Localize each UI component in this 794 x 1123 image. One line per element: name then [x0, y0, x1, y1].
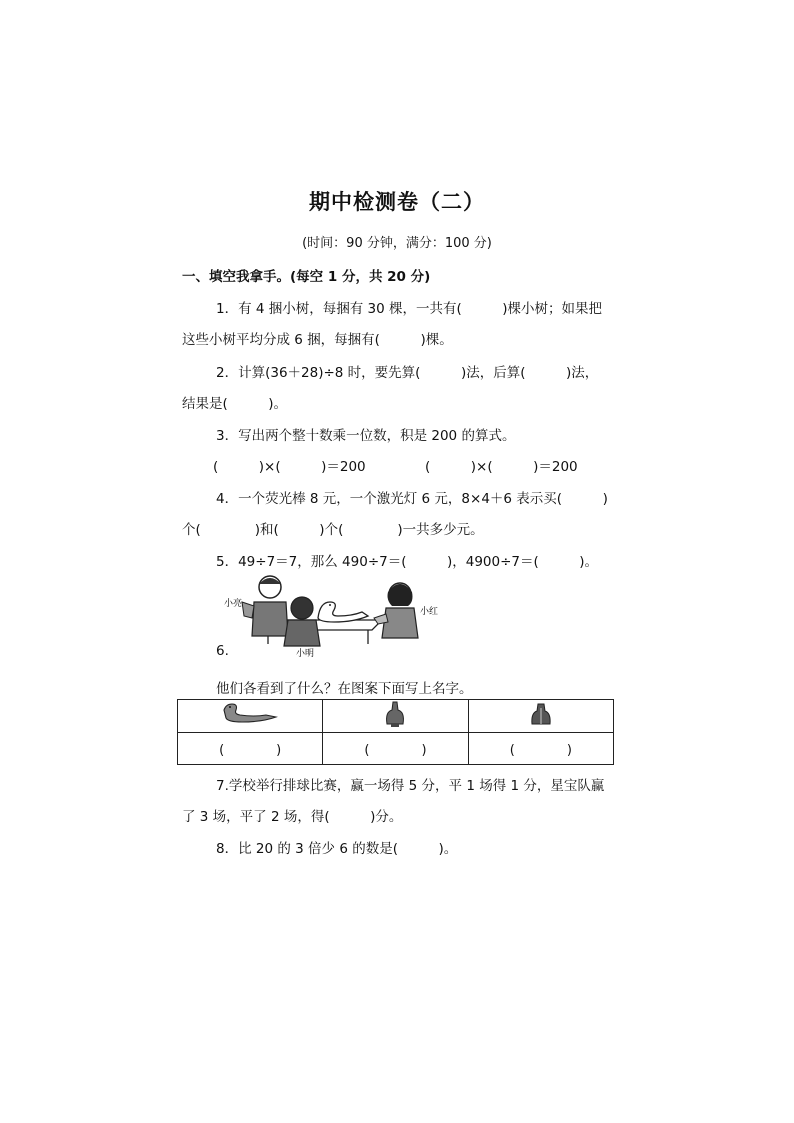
q6-question: 他们各看到了什么？在图案下面写上名字。: [216, 681, 473, 697]
label-xiaoliang: 小亮: [224, 599, 243, 609]
q6-number: 6.: [216, 643, 229, 659]
view-front-cell: [323, 700, 468, 733]
q1-line2: 这些小树平均分成 6 捆，每捆有( )棵。: [182, 332, 453, 348]
q3-formula-b: ( )×( )＝200: [425, 459, 578, 475]
q1-line1: 1．有 4 捆小树，每捆有 30 棵，一共有( )棵小树；如果把: [216, 301, 603, 317]
q4-line1: 4．一个荧光棒 8 元，一个激光灯 6 元，8×4＋6 表示买( ): [216, 491, 608, 507]
dinosaur-back-view-icon: [529, 700, 553, 728]
exam-info: (时间：90 分钟，满分：100 分): [302, 236, 492, 251]
table-row: [178, 700, 614, 733]
q7-line1: 7.学校举行排球比赛，赢一场得 5 分，平 1 场得 1 分，星宝队赢: [216, 778, 605, 794]
q3-line1: 3．写出两个整十数乘一位数，积是 200 的算式。: [216, 428, 516, 444]
q3-formula-a: ( )×( )＝200: [213, 459, 366, 475]
answer-cell[interactable]: ( ): [468, 733, 613, 765]
dinosaur-front-view-icon: [383, 700, 407, 728]
q5-line1: 5．49÷7＝7，那么 490÷7＝( )，4900÷7＝( )。: [216, 554, 599, 570]
dinosaur-side-view-icon: [222, 702, 278, 726]
view-back-cell: [468, 700, 613, 733]
views-table: [177, 699, 614, 765]
q7-line2: 了 3 场，平了 2 场，得( )分。: [182, 809, 403, 825]
view-side-cell: [178, 700, 323, 733]
kids-observing-toy-illustration: [222, 572, 444, 660]
label-xiaoming: 小明: [296, 649, 315, 659]
label-xiaohong: 小红: [420, 607, 439, 617]
answer-cell[interactable]: ( ): [323, 733, 468, 765]
q4-line2: 个( )和( )个( )一共多少元。: [182, 522, 484, 538]
page-title: 期中检测卷（二）: [309, 190, 485, 214]
q2-line1: 2．计算(36＋28)÷8 时，要先算( )法，后算( )法，: [216, 365, 599, 381]
q2-line2: 结果是( )。: [182, 396, 288, 412]
answer-cell[interactable]: ( ): [178, 733, 323, 765]
q8-line1: 8．比 20 的 3 倍少 6 的数是( )。: [216, 841, 458, 857]
section-heading: 一、填空我拿手。(每空 1 分，共 20 分): [182, 269, 431, 285]
table-row: [178, 733, 614, 765]
